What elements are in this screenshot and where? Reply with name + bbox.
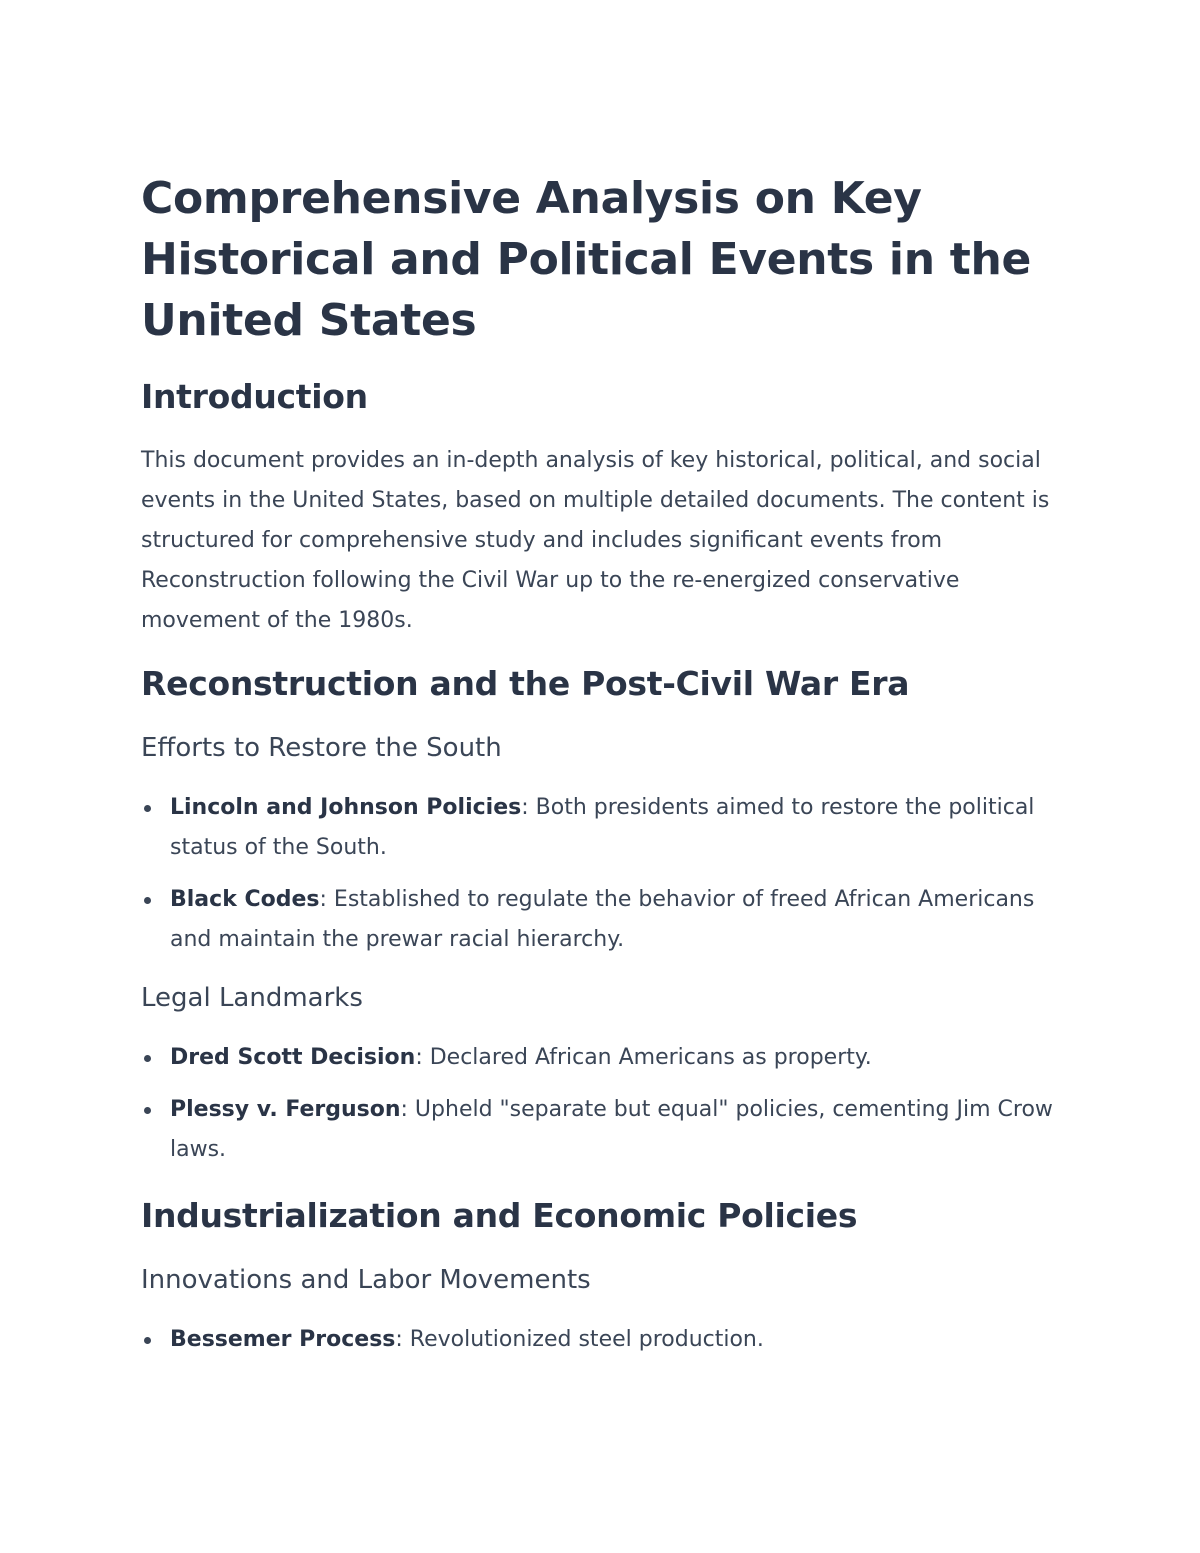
list-item-term: Bessemer Process — [170, 1327, 396, 1352]
bullet-icon — [144, 1055, 151, 1062]
list-item-text: : Revolutionized steel production. — [395, 1327, 764, 1352]
list-item — [141, 1038, 1061, 1078]
list-item — [141, 880, 1061, 960]
legal-subheading: Legal Landmarks — [141, 983, 363, 1013]
bullet-icon — [144, 805, 151, 812]
list-item-text: : Both presidents aimed to restore the political status of the South. — [170, 795, 1035, 860]
document-page — [141, 168, 1061, 1360]
bullet-icon — [144, 897, 151, 904]
introduction-heading: Introduction — [141, 377, 368, 416]
reconstruction-heading: Reconstruction and the Post-Civil War Era — [141, 664, 910, 703]
introduction-paragraph: This document provides an in-depth analysis of key historical, political, and social events in the United States, based on multiple detailed documents. The content is structured for comprehensive study and includes significant events from Reconstruction following the Civil War up to the re-energized conservative movement of the 1980s. — [141, 448, 1050, 633]
list-item — [141, 1090, 1061, 1170]
document-title: Comprehensive Analysis on Key Historical and Political Events in the United States — [141, 173, 1032, 346]
list-item-text: : Established to regulate the behavior of freed African Americans and maintain the prewar racial hierarchy. — [170, 887, 1035, 952]
list-item — [141, 1320, 1061, 1360]
bullet-icon — [144, 1107, 151, 1114]
legal-list — [141, 1038, 1061, 1170]
list-item-term: Lincoln and Johnson Policies — [170, 795, 522, 820]
list-item-text: : Upheld "separate but equal" policies, cementing Jim Crow laws. — [170, 1097, 1053, 1162]
efforts-subheading: Efforts to Restore the South — [141, 733, 502, 763]
list-item-term: Plessy v. Ferguson — [170, 1097, 401, 1122]
list-item-term: Black Codes — [170, 887, 320, 912]
list-item-text: : Declared African Americans as property. — [415, 1045, 872, 1070]
bullet-icon — [144, 1337, 151, 1344]
industrialization-heading: Industrialization and Economic Policies — [141, 1196, 858, 1235]
list-item-term: Dred Scott Decision — [170, 1045, 416, 1070]
innovations-list — [141, 1320, 1061, 1360]
innovations-subheading: Innovations and Labor Movements — [141, 1265, 591, 1295]
efforts-list — [141, 788, 1061, 960]
list-item — [141, 788, 1061, 868]
